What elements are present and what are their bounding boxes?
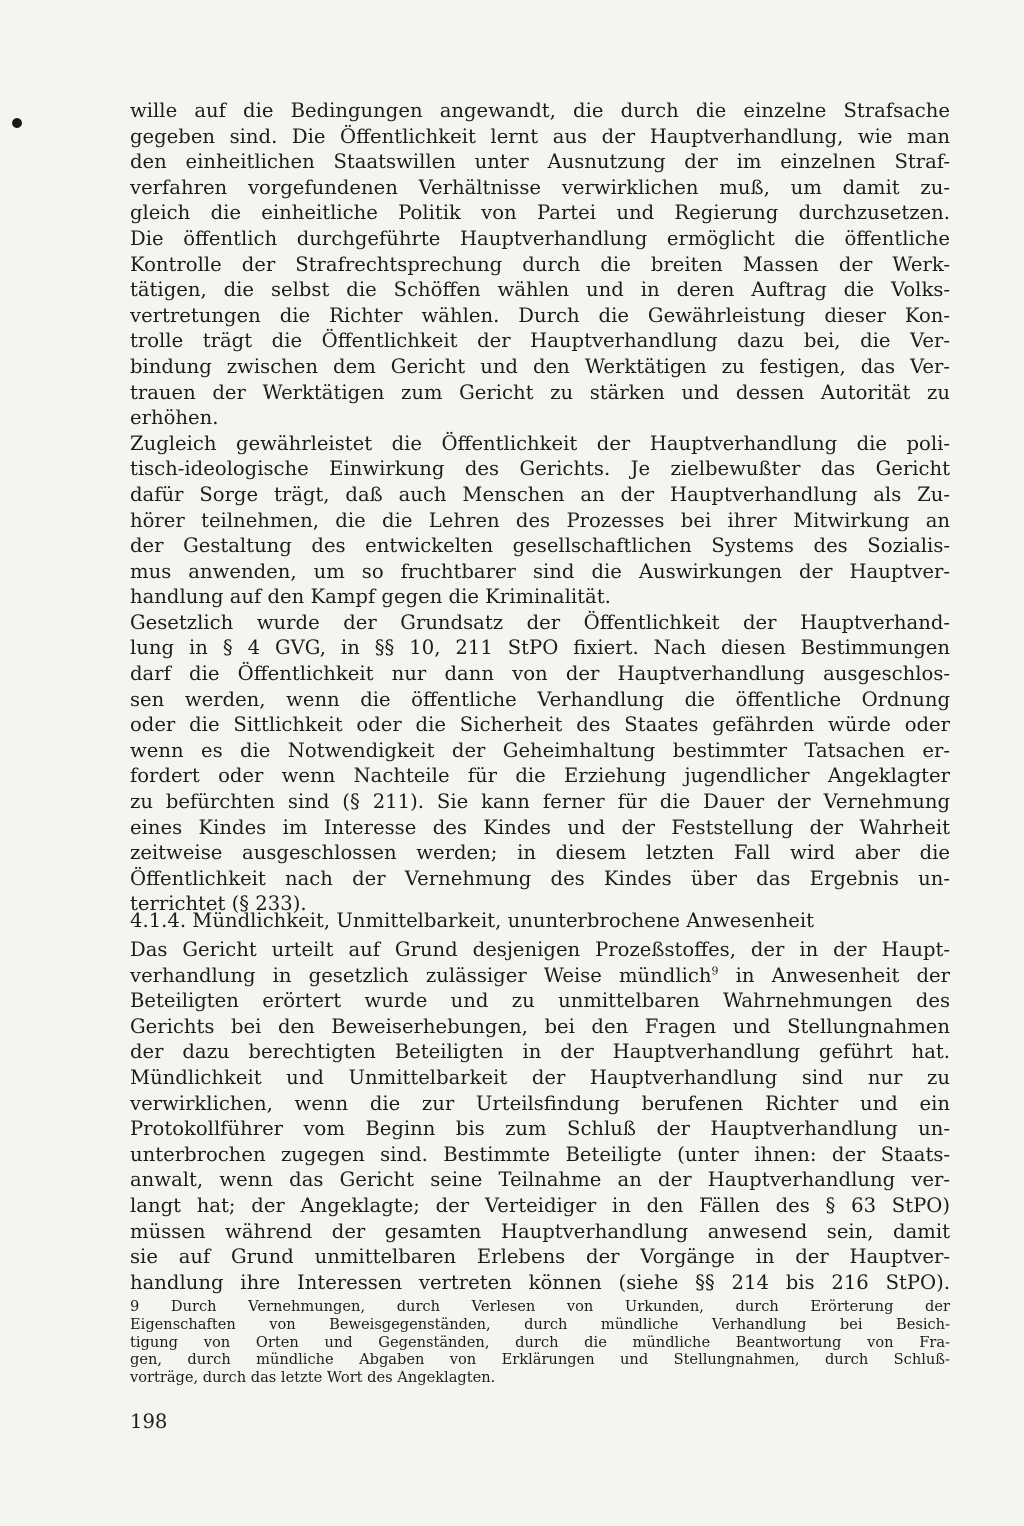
text-line: eines Kindes im Interesse des Kindes und der Feststellung der Wahrheit: [130, 815, 950, 839]
text-line: Gesetzlich wurde der Grundsatz der Öffentlichkeit der Hauptverhand-: [130, 610, 950, 634]
text-line: trauen der Werktätigen zum Gericht zu stärken und dessen Autorität zu: [130, 380, 950, 404]
text-line: erhöhen.: [130, 406, 219, 430]
text-line: langt hat; der Angeklagte; der Verteidiger in den Fällen des § 63 StPO): [130, 1193, 950, 1217]
text-line: verwirklichen, wenn die zur Urteilsfindung berufenen Richter und ein: [130, 1091, 950, 1115]
text-line: Kontrolle der Strafrechtsprechung durch die breiten Massen der Werk-: [130, 252, 950, 276]
text-fragment: verhandlung in gesetzlich zulässiger Weise mündlich: [130, 963, 712, 987]
text-line: Mündlichkeit und Unmittelbarkeit der Hauptverhandlung sind nur zu: [130, 1065, 950, 1089]
text-line: sen werden, wenn die öffentliche Verhandlung die öffentliche Ordnung: [130, 687, 950, 711]
text-line: Beteiligten erörtert wurde und zu unmittelbaren Wahrnehmungen des: [130, 989, 950, 1013]
text-line: den einheitlichen Staatswillen unter Ausnutzung der im einzelnen Straf-: [130, 150, 950, 174]
text-line: wille auf die Bedingungen angewandt, die durch die einzelne Strafsache: [130, 99, 950, 122]
section-paragraph: [130, 937, 950, 1295]
text-line: fordert oder wenn Nachteile für die Erziehung jugendlicher Angeklagter: [130, 764, 950, 788]
footnote-line: Eigenschaften von Beweisgegenständen, durch mündliche Verhandlung bei Besich-: [130, 1315, 950, 1333]
margin-dot: [12, 118, 22, 128]
text-fragment: in Anwesenheit der: [735, 963, 950, 987]
text-line: Zugleich gewährleistet die Öffentlichkeit der Hauptverhandlung die poli-: [130, 431, 950, 455]
text-line: zu befürchten sind (§ 211). Sie kann ferner für die Dauer der Vernehmung: [130, 790, 950, 814]
text-line: vertretungen die Richter wählen. Durch die Gewährleistung dieser Kon-: [130, 303, 950, 327]
text-line: tisch-ideologische Einwirkung des Gerichts. Je zielbewußter das Gericht: [130, 457, 950, 481]
text-line: [130, 963, 950, 989]
footnote-line: gen, durch mündliche Abgaben von Erklärungen und Stellungnahmen, durch Schluß-: [130, 1351, 950, 1369]
page-number: 198: [130, 1410, 168, 1433]
footnote: [130, 1298, 950, 1387]
text-line: Gerichts bei den Beweiserhebungen, bei den Fragen und Stellungnahmen: [130, 1014, 950, 1038]
text-line: verfahren vorgefundenen Verhältnisse verwirklichen muß, um damit zu-: [130, 175, 950, 199]
footnote-line: 9 Durch Vernehmungen, durch Verlesen von Urkunden, durch Erörterung der: [130, 1298, 950, 1315]
text-line: anwalt, wenn das Gericht seine Teilnahme an der Hauptverhandlung ver-: [130, 1168, 950, 1192]
text-line: trolle trägt die Öffentlichkeit der Hauptverhandlung dazu bei, die Ver-: [130, 329, 950, 353]
text-line: sie auf Grund unmittelbaren Erlebens der Vorgänge in der Hauptver-: [130, 1245, 950, 1269]
text-line: lung in § 4 GVG, in §§ 10, 211 StPO fixiert. Nach diesen Bestimmungen: [130, 636, 950, 660]
text-line: gegeben sind. Die Öffentlichkeit lernt aus der Hauptverhandlung, wie man: [130, 124, 950, 148]
text-line: gleich die einheitliche Politik von Partei und Regierung durchzusetzen.: [130, 201, 950, 225]
footnote-line: tigung von Orten und Gegenständen, durch die mündliche Beantwortung von Fra-: [130, 1333, 950, 1351]
text-line: handlung auf den Kampf gegen die Kriminalität.: [130, 585, 611, 609]
text-line: tätigen, die selbst die Schöffen wählen und in deren Auftrag die Volks-: [130, 278, 950, 302]
text-line: zeitweise ausgeschlossen werden; in diesem letzten Fall wird aber die: [130, 841, 950, 865]
text-line: bindung zwischen dem Gericht und den Werktätigen zu festigen, das Ver-: [130, 354, 950, 378]
text-line: hörer teilnehmen, die die Lehren des Prozesses bei ihrer Mitwirkung an: [130, 508, 950, 532]
footnote-reference: 9: [711, 964, 719, 978]
text-line: Protokollführer vom Beginn bis zum Schluß der Hauptverhandlung un-: [130, 1117, 950, 1141]
text-line: darf die Öffentlichkeit nur dann von der Hauptverhandlung ausgeschlos-: [130, 662, 950, 686]
text-line: mus anwenden, um so fruchtbarer sind die Auswirkungen der Hauptver-: [130, 559, 950, 583]
text-line: Öffentlichkeit nach der Vernehmung des Kindes über das Ergebnis un-: [130, 866, 950, 890]
text-line: Die öffentlich durchgeführte Hauptverhandlung ermöglicht die öffentliche: [130, 226, 950, 250]
text-line: müssen während der gesamten Hauptverhandlung anwesend sein, damit: [130, 1219, 950, 1243]
text-line: unterbrochen zugegen sind. Bestimmte Beteiligte (unter ihnen: der Staats-: [130, 1142, 950, 1166]
text-line: oder die Sittlichkeit oder die Sicherheit des Staates gefährden würde oder: [130, 713, 950, 737]
footnote-line: vorträge, durch das letzte Wort des Angeklagten.: [130, 1369, 496, 1387]
text-line: handlung ihre Interessen vertreten können (siehe §§ 214 bis 216 StPO).: [130, 1270, 950, 1294]
text-line: dafür Sorge trägt, daß auch Menschen an der Hauptverhandlung als Zu-: [130, 482, 950, 506]
text-line: der dazu berechtigten Beteiligten in der Hauptverhandlung geführt hat.: [130, 1040, 950, 1064]
text-line: wenn es die Notwendigkeit der Geheimhaltung bestimmter Tatsachen er-: [130, 738, 950, 762]
section-heading: 4.1.4. Mündlichkeit, Unmittelbarkeit, ununterbrochene Anwesenheit: [130, 909, 815, 932]
text-line: terrichtet (§ 233).: [130, 892, 307, 916]
text-line: Das Gericht urteilt auf Grund desjenigen Prozeßstoffes, der in der Haupt-: [130, 938, 950, 961]
main-paragraphs: [130, 98, 950, 917]
text-line: der Gestaltung des entwickelten gesellschaftlichen Systems des Sozialis-: [130, 534, 950, 558]
